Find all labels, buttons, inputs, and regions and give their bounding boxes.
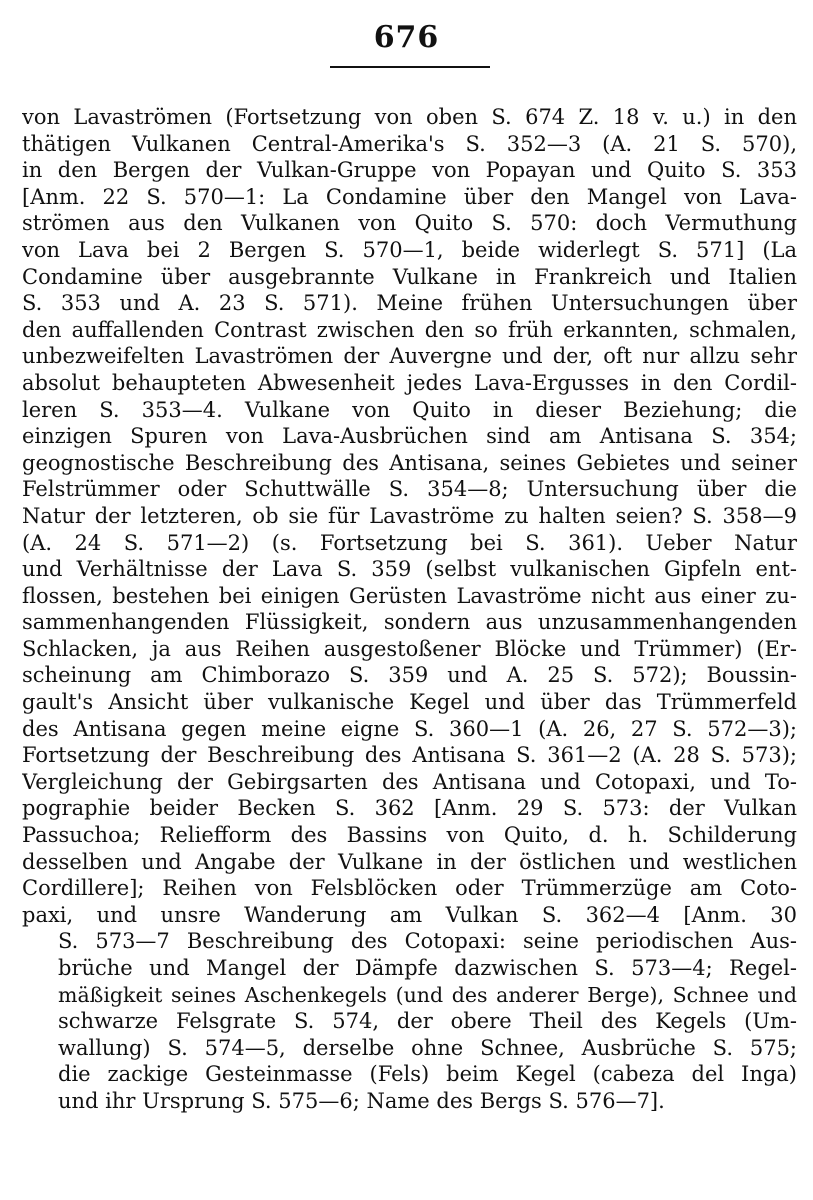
text-line: den auffallenden Contrast zwischen den so früh erkannten, schmalen, xyxy=(22,317,797,342)
text-line: pographie beider Becken S. 362 [Anm. 29 S. 573: der Vulkan xyxy=(22,796,797,821)
text-line: Schlacken, ja aus Reihen ausgestoßener Blöcke und Trümmer) (Er- xyxy=(22,636,797,661)
header-rule xyxy=(330,66,490,68)
text-line: Vergleichung der Gebirgsarten des Antisana und Cotopaxi, und To- xyxy=(22,769,797,794)
text-line: Fortsetzung der Beschreibung des Antisana S. 361—2 (A. 28 S. 573); xyxy=(22,743,797,768)
text-line: in den Bergen der Vulkan-Gruppe von Popayan und Quito S. 353 xyxy=(22,158,797,183)
text-line: schwarze Felsgrate S. 574, der obere Theil des Kegels (Um- xyxy=(58,1009,797,1034)
text-line: und Verhältnisse der Lava S. 359 (selbst vulkanischen Gipfeln ent- xyxy=(22,557,797,582)
page-number: 676 xyxy=(373,20,440,55)
text-line: (A. 24 S. 571—2) (s. Fortsetzung bei S. 361). Ueber Natur xyxy=(22,530,797,555)
text-line: wallung) S. 574—5, derselbe ohne Schnee, Ausbrüche S. 575; xyxy=(58,1035,797,1060)
text-line: und ihr Ursprung S. 575—6; Name des Bergs S. 576—7]. xyxy=(58,1088,665,1113)
text-line: des Antisana gegen meine eigne S. 360—1 (A. 26, 27 S. 572—3); xyxy=(22,716,797,741)
text-line: Natur der letzteren, ob sie für Lavaströme zu halten seien? S. 358—9 xyxy=(22,503,797,528)
text-line: unbezweifelten Lavaströmen der Auvergne und der, oft nur allzu sehr xyxy=(22,344,797,369)
text-line: die zackige Gesteinmasse (Fels) beim Kegel (cabeza del Inga) xyxy=(58,1062,797,1087)
text-line: Passuchoa; Reliefform des Bassins von Quito, d. h. Schilderung xyxy=(22,823,797,848)
text-line: flossen, bestehen bei einigen Gerüsten Lavaströme nicht aus einer zu- xyxy=(22,583,797,608)
text-line: [Anm. 22 S. 570—1: La Condamine über den Mangel von Lava- xyxy=(22,184,797,209)
text-line: einzigen Spuren von Lava-Ausbrüchen sind am Antisana S. 354; xyxy=(22,424,797,449)
text-line: S. 573—7 Beschreibung des Cotopaxi: seine periodischen Aus- xyxy=(58,929,797,954)
text-line: desselben und Angabe der Vulkane in der östlichen und westlichen xyxy=(22,849,797,874)
text-line: strömen aus den Vulkanen von Quito S. 570: doch Vermuthung xyxy=(22,211,797,236)
text-line: geognostische Beschreibung des Antisana, seines Gebietes und seiner xyxy=(22,450,797,475)
text-line: mäßigkeit seines Aschenkegels (und des anderer Berge), Schnee und xyxy=(58,982,797,1007)
text-line: leren S. 353—4. Vulkane von Quito in dieser Beziehung; die xyxy=(22,397,797,422)
text-line: Cordillere]; Reihen von Felsblöcken oder Trümmerzüge am Coto- xyxy=(22,876,797,901)
text-line: S. 353 und A. 23 S. 571). Meine frühen Untersuchungen über xyxy=(22,291,797,316)
text-line: sammenhangenden Flüssigkeit, sondern aus unzusammenhangenden xyxy=(22,610,797,635)
text-line: Felstrümmer oder Schuttwälle S. 354—8; Untersuchung über die xyxy=(22,477,797,502)
text-line: brüche und Mangel der Dämpfe dazwischen S. 573—4; Regel- xyxy=(58,956,797,980)
text-line: scheinung am Chimborazo S. 359 und A. 25 S. 572); Boussin- xyxy=(22,663,797,688)
text-line: von Lava bei 2 Bergen S. 570—1, beide widerlegt S. 571] (La xyxy=(22,237,797,262)
text-line: absolut behaupteten Abwesenheit jedes Lava-Ergusses in den Cordil- xyxy=(22,370,797,395)
text-line: thätigen Vulkanen Central-Amerika's S. 352—3 (A. 21 S. 570), xyxy=(22,131,797,156)
text-line: Condamine über ausgebrannte Vulkane in Frankreich und Italien xyxy=(22,264,797,289)
text-line: von Lavaströmen (Fortsetzung von oben S. 674 Z. 18 v. u.) in den xyxy=(22,105,797,129)
text-line: gault's Ansicht über vulkanische Kegel und über das Trümmerfeld xyxy=(22,690,797,715)
text-line: paxi, und unsre Wanderung am Vulkan S. 362—4 [Anm. 30 xyxy=(22,902,797,927)
index-entry-text xyxy=(22,104,797,1115)
